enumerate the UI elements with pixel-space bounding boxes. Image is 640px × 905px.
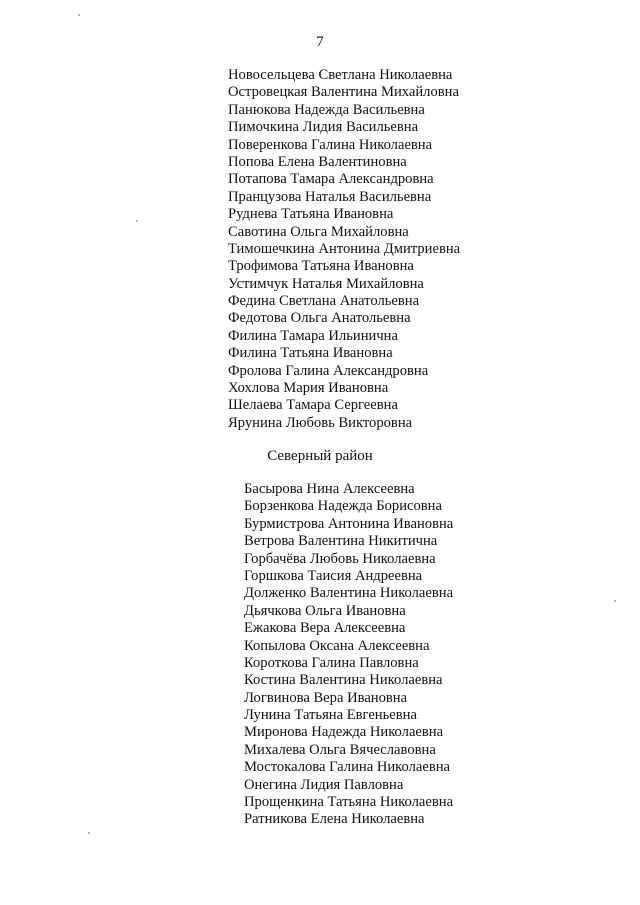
person-name: Поверенкова Галина Николаевна — [228, 136, 433, 153]
scan-speck — [88, 832, 90, 834]
person-name: Хохлова Мария Ивановна — [228, 380, 389, 397]
person-name: Ярунина Любовь Викторовна — [228, 414, 413, 431]
person-name: Дьячкова Ольга Ивановна — [244, 602, 406, 619]
person-name: Руднева Татьяна Ивановна — [228, 206, 394, 223]
person-name: Миронова Надежда Николаевна — [244, 724, 444, 741]
person-name: Панюкова Надежда Васильевна — [228, 101, 425, 118]
person-name: Потапова Тамара Александровна — [228, 171, 434, 188]
page-number: 7 — [316, 34, 324, 50]
person-name: Федотова Ольга Анатольевна — [228, 310, 411, 327]
person-name: Пимочкина Лидия Васильевна — [228, 119, 419, 136]
person-name: Тимошечкина Антонина Дмитриевна — [228, 240, 461, 257]
person-name: Островецкая Валентина Михайловна — [228, 84, 459, 101]
person-name: Трофимова Татьяна Ивановна — [228, 258, 414, 275]
scan-speck — [78, 14, 80, 16]
person-name: Ратникова Елена Николаевна — [244, 811, 425, 828]
person-name: Пранцузова Наталья Васильевна — [228, 188, 432, 205]
person-name: Короткова Галина Павловна — [244, 654, 419, 671]
person-name: Мостокалова Галина Николаевна — [244, 759, 451, 776]
person-name: Борзенкова Надежда Борисовна — [244, 498, 442, 515]
person-name: Логвинова Вера Ивановна — [244, 689, 408, 706]
person-name: Копылова Оксана Алексеевна — [244, 637, 430, 654]
person-name: Горбачёва Любовь Николаевна — [244, 550, 436, 567]
person-name: Онегина Лидия Павловна — [244, 776, 404, 793]
scan-speck — [614, 600, 616, 602]
person-name: Бурмистрова Антонина Ивановна — [244, 515, 454, 532]
person-name: Федина Светлана Анатольевна — [228, 293, 420, 310]
section-title: Северный район — [267, 448, 373, 464]
person-name: Попова Елена Валентиновна — [228, 153, 407, 170]
person-name: Прощенкина Татьяна Николаевна — [244, 794, 454, 811]
person-name: Новосельцева Светлана Николаевна — [228, 67, 453, 83]
person-name: Басырова Нина Алексеевна — [244, 481, 415, 497]
person-name: Фролова Галина Александровна — [228, 362, 429, 379]
person-name: Ежакова Вера Алексеевна — [244, 620, 406, 637]
scan-speck — [136, 220, 138, 222]
person-name: Савотина Ольга Михайловна — [228, 223, 409, 240]
person-name: Михалева Ольга Вячеславовна — [244, 741, 436, 758]
person-name: Филина Тамара Ильинична — [228, 327, 398, 344]
person-name: Устимчук Наталья Михайловна — [228, 275, 424, 292]
person-name: Долженко Валентина Николаевна — [244, 585, 454, 602]
person-name: Горшкова Таисия Андреевна — [244, 567, 423, 584]
person-name: Шелаева Тамара Сергеевна — [228, 397, 398, 414]
person-name: Костина Валентина Николаевна — [244, 672, 443, 689]
person-name: Ветрова Валентина Никитична — [244, 533, 438, 550]
person-name: Лунина Татьяна Евгеньевна — [244, 707, 417, 724]
person-name: Филина Татьяна Ивановна — [228, 345, 393, 362]
